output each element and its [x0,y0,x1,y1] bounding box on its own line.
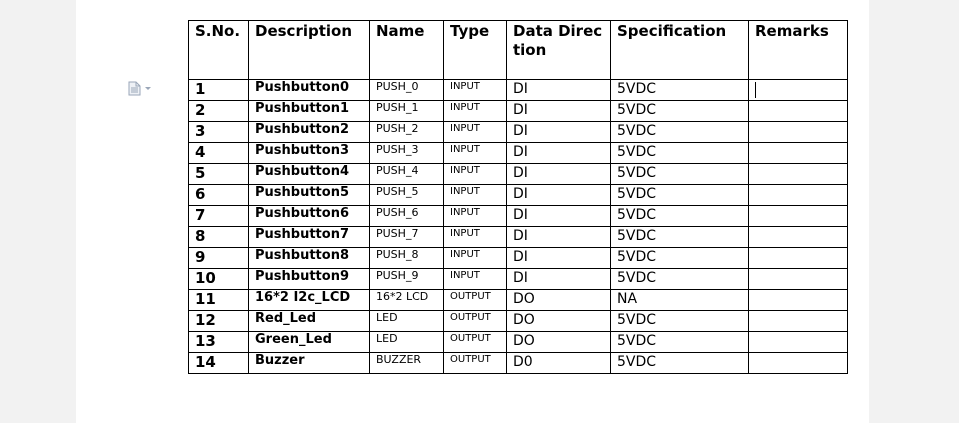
cell-description[interactable]: Red_Led [249,311,370,332]
cell-sno[interactable]: 4 [189,143,249,164]
cell-type[interactable]: INPUT [444,227,507,248]
cell-remarks[interactable] [749,332,848,353]
cell-name[interactable]: PUSH_0 [370,80,444,101]
cell-data-direction[interactable]: DI [507,248,611,269]
cell-type[interactable]: OUTPUT [444,353,507,374]
table-row [189,227,848,248]
cell-data-direction[interactable]: DO [507,332,611,353]
cell-specification[interactable]: 5VDC [611,269,749,290]
cell-remarks[interactable] [749,353,848,374]
cell-name[interactable]: PUSH_8 [370,248,444,269]
table-row [189,164,848,185]
cell-remarks[interactable] [749,101,848,122]
cell-sno[interactable]: 14 [189,353,249,374]
cell-specification[interactable]: 5VDC [611,311,749,332]
cell-sno[interactable]: 11 [189,290,249,311]
table-header-row [189,21,848,80]
cell-name[interactable]: PUSH_5 [370,185,444,206]
cell-remarks[interactable] [749,248,848,269]
cell-name[interactable]: PUSH_1 [370,101,444,122]
cell-remarks[interactable] [749,185,848,206]
cell-data-direction[interactable]: DI [507,164,611,185]
cell-data-direction[interactable]: DI [507,185,611,206]
cell-description[interactable]: 16*2 I2c_LCD [249,290,370,311]
cell-sno[interactable]: 1 [189,80,249,101]
table-row [189,80,848,101]
cell-specification[interactable]: 5VDC [611,80,749,101]
cell-description[interactable]: Pushbutton2 [249,122,370,143]
table-row [189,248,848,269]
cell-remarks[interactable] [749,80,848,101]
table-row [189,185,848,206]
cell-remarks[interactable] [749,227,848,248]
paste-options-icon [128,81,141,96]
cell-specification[interactable]: 5VDC [611,353,749,374]
header-data-direction[interactable]: Data Direction [507,21,611,80]
header-remarks[interactable]: Remarks [749,21,848,80]
cell-name[interactable]: PUSH_9 [370,269,444,290]
cell-sno[interactable]: 3 [189,122,249,143]
cell-specification[interactable]: 5VDC [611,122,749,143]
cell-type[interactable]: INPUT [444,269,507,290]
cell-sno[interactable]: 8 [189,227,249,248]
cell-type[interactable]: INPUT [444,206,507,227]
cell-specification[interactable]: 5VDC [611,332,749,353]
cell-specification[interactable]: 5VDC [611,164,749,185]
cell-data-direction[interactable]: DI [507,227,611,248]
header-specification[interactable]: Specification [611,21,749,80]
cell-sno[interactable]: 5 [189,164,249,185]
cell-type[interactable]: OUTPUT [444,332,507,353]
cell-data-direction[interactable]: DI [507,206,611,227]
cell-name[interactable]: LED [370,311,444,332]
cell-remarks[interactable] [749,206,848,227]
cell-name[interactable]: PUSH_2 [370,122,444,143]
cell-specification[interactable]: 5VDC [611,143,749,164]
cell-specification[interactable]: 5VDC [611,206,749,227]
cell-type[interactable]: OUTPUT [444,311,507,332]
cell-name[interactable]: PUSH_4 [370,164,444,185]
table-row [189,269,848,290]
table-row [189,143,848,164]
cell-specification[interactable]: NA [611,290,749,311]
table-row [189,101,848,122]
cell-type[interactable]: INPUT [444,80,507,101]
paste-options-button[interactable] [128,80,156,96]
cell-data-direction[interactable]: DO [507,290,611,311]
cell-remarks[interactable] [749,164,848,185]
cell-description[interactable]: Pushbutton4 [249,164,370,185]
cell-remarks[interactable] [749,122,848,143]
cell-data-direction[interactable]: DI [507,101,611,122]
cell-description[interactable]: Pushbutton9 [249,269,370,290]
cell-description[interactable]: Pushbutton7 [249,227,370,248]
cell-description[interactable]: Green_Led [249,332,370,353]
cell-description[interactable]: Pushbutton0 [249,80,370,101]
cell-data-direction[interactable]: DI [507,143,611,164]
cell-type[interactable]: INPUT [444,248,507,269]
cell-sno[interactable]: 7 [189,206,249,227]
cell-type[interactable]: INPUT [444,164,507,185]
cell-sno[interactable]: 6 [189,185,249,206]
header-name[interactable]: Name [370,21,444,80]
cell-remarks[interactable] [749,290,848,311]
table-row [189,206,848,227]
cell-name[interactable]: PUSH_6 [370,206,444,227]
cell-data-direction[interactable]: DI [507,269,611,290]
cell-specification[interactable]: 5VDC [611,248,749,269]
table-row [189,122,848,143]
cell-name[interactable]: PUSH_3 [370,143,444,164]
chevron-down-icon [145,87,151,90]
cell-data-direction[interactable]: DO [507,311,611,332]
cell-specification[interactable]: 5VDC [611,185,749,206]
cell-name[interactable]: BUZZER [370,353,444,374]
table-row [189,332,848,353]
cell-type[interactable]: OUTPUT [444,290,507,311]
cell-description[interactable]: Pushbutton8 [249,248,370,269]
cell-specification[interactable]: 5VDC [611,101,749,122]
cell-data-direction[interactable]: D0 [507,353,611,374]
specification-table [188,20,848,374]
header-sno[interactable]: S.No. [189,21,249,80]
cell-specification[interactable]: 5VDC [611,227,749,248]
cell-sno[interactable]: 13 [189,332,249,353]
cell-type[interactable]: INPUT [444,122,507,143]
cell-description[interactable]: Pushbutton3 [249,143,370,164]
table-row [189,353,848,374]
cell-description[interactable]: Pushbutton6 [249,206,370,227]
cell-sno[interactable]: 2 [189,101,249,122]
cell-data-direction[interactable]: DI [507,80,611,101]
cell-sno[interactable]: 10 [189,269,249,290]
cell-type[interactable]: INPUT [444,185,507,206]
cell-description[interactable]: Pushbutton1 [249,101,370,122]
header-description[interactable]: Description [249,21,370,80]
cell-description[interactable]: Buzzer [249,353,370,374]
cell-sno[interactable]: 9 [189,248,249,269]
cell-name[interactable]: PUSH_7 [370,227,444,248]
cell-description[interactable]: Pushbutton5 [249,185,370,206]
cell-type[interactable]: INPUT [444,101,507,122]
text-cursor [755,82,756,98]
cell-remarks[interactable] [749,143,848,164]
cell-remarks[interactable] [749,269,848,290]
table-body [189,80,848,374]
table-row [189,311,848,332]
header-type[interactable]: Type [444,21,507,80]
cell-data-direction[interactable]: DI [507,122,611,143]
cell-remarks[interactable] [749,311,848,332]
cell-sno[interactable]: 12 [189,311,249,332]
cell-name[interactable]: LED [370,332,444,353]
table-row [189,290,848,311]
cell-type[interactable]: INPUT [444,143,507,164]
cell-name[interactable]: 16*2 LCD [370,290,444,311]
